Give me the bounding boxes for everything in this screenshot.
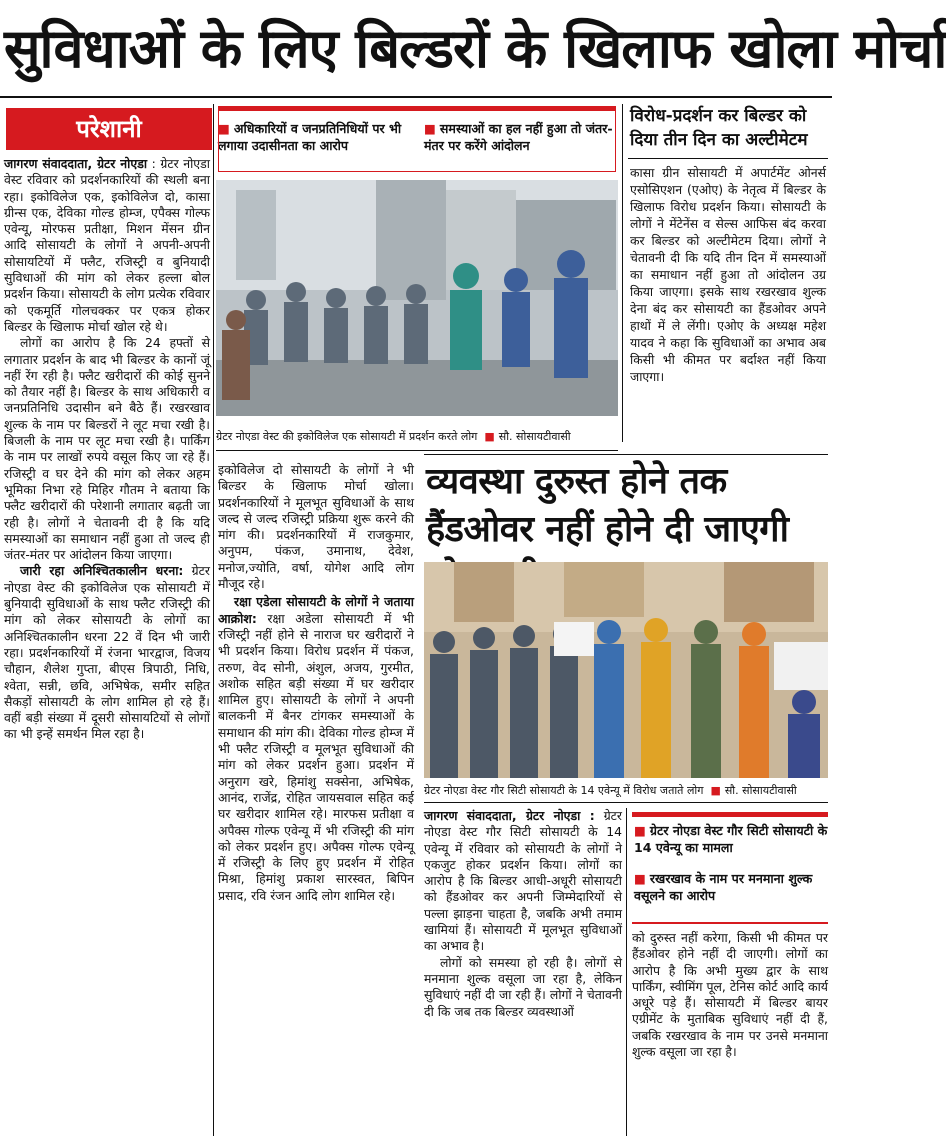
top-bullet-2: ■ समस्याओं का हल नहीं हुआ तो जंतर-मंतर पर करेंगे आंदोलन: [424, 121, 613, 153]
photo1-credit: सौ. सोसायटीवासी: [498, 430, 571, 443]
protest-photo-gaur-city: [424, 562, 828, 778]
story2-para-2: लोगों को समस्या हो रही है। लोगों से मनमाना शुल्क वसूला जा रहा है, लेकिन सुविधाएं नहीं दी जा रही हैं। लोगों ने चेतावनी दी कि जब तक बिल्डर व्यवस्थाओं: [424, 954, 622, 1019]
bullet-dot-icon: ■: [634, 871, 646, 886]
sidebar-rule: [628, 158, 828, 159]
story2-top-rule: [424, 454, 828, 455]
column-divider: [213, 104, 214, 1136]
sidebar-body: कासा ग्रीन सोसायटी में अपार्टमेंट ओनर्स एसोसिएशन (एओए) के नेतृत्व में बिल्डर के खिलाफ विरोध प्रदर्शन किया। सोसायटी के लोगों ने मेंटेनेंस व सेल्स आफिस बंद करवा कर बिल्डर को अल्टीमेटम दिया। लोगों ने चेतावनी दी कि यदि तीन दिन में समस्याओं का समाधान नहीं हुआ तो आंदोलन उग्र किया जाएगा। इसके साथ रखरखाव शुल्क देना बंद कर सोसायटी का हैंडओवर अपने हाथों में ले लेंगी। एओए के अध्यक्ष महेश यादव ने कहा कि सुविधाओं का अभाव अब किसी भी कीमत पर बर्दाश्त नहीं किया जाएगा।: [630, 165, 826, 384]
photo1-rule: [216, 450, 618, 451]
category-tag: परेशानी: [6, 108, 212, 150]
credit-dot-icon: ■: [484, 430, 495, 443]
bullet-dot-icon: ■: [634, 823, 646, 838]
story2-column-b: को दुरुस्त नहीं करेगा, किसी भी कीमत पर हैंडओवर होने नहीं दी जाएगी। लोगों का आरोप है कि अभी मुख्य द्वार के साथ पार्किंग, स्वीमिंग पूल, टेनिस कोर्ट आदि कार्य अधूरे पड़े हैं। सोसायटी में बिल्डर बायर एग्रीमेंट के मुताबिक सुविधाएं नहीं दी हैं, जबकि रखरखाव के नाम पर उनसे मनमाना शुल्क वसूला जा रहा है।: [632, 930, 828, 1060]
right-divider: [622, 104, 623, 442]
credit-dot-icon: ■: [710, 784, 721, 797]
protest-photo-image: [424, 562, 828, 778]
story2-divider: [626, 808, 627, 1136]
bullet-dot-icon: ■: [218, 121, 230, 136]
bullet-box: [218, 106, 616, 172]
photo1-caption: ग्रेटर नोएडा वेस्ट की इकोविलेज एक सोसायटी में प्रदर्शन करते लोग ■ सौ. सोसायटीवासी: [216, 430, 571, 443]
left-para-2: लोगों का आरोप है कि 24 हफ्तों से लगातार प्रदर्शन के बाद भी बिल्डर के कानों जूं नहीं रेंग रही है। फ्लैट खरीदारों की कोई सुनने को तैयार नहीं है। बिल्डर के साथ अधिकारी व जनप्रतिनिधि उदासीन बने बैठे हैं। रखरखाव शुल्क के नाम पर बिल्डरों ने लूट मचा रखी है। बिजली के नाम पर लूट मचा रखी है। पार्किंग के नाम पर लाखों रुपये वसूल किए जा रहे हैं। रजिस्ट्री व घर देने की मांग को लेकर अहम भूमिका निभा रहे मिहिर गौतम ने बताया कि फ्लैट खरीदारों की परेशानी लगातार बढ़ती जा रही है। लोगों ने चेतावनी दी है कि यदि समस्याओं का समाधान नहीं हुआ तो जल्द ही जंतर-मंतर पर आंदोलन किया जाएगा।: [4, 335, 210, 563]
photo2-rule: [424, 802, 828, 803]
mid-para-1: इकोविलेज दो सोसायटी के लोगों ने भी बिल्डर के खिलाफ मोर्चा खोला। प्रदर्शनकारियों ने मूलभूत सुविधाओं के साथ जल्द से जल्द रजिस्ट्री प्रक्रिया शुरू करने की मांग की। प्रदर्शनकारियों में राजकुमार, अनुपम, पंकज, उमानाथ, देवेश, मनोज,ज्योति, वर्षा, योगेश आदि लोग मौजूद रहे।: [218, 462, 414, 592]
bullet-dot-icon: ■: [424, 121, 436, 136]
left-subhead: जारी रहा अनिश्चितकालीन धरना:: [20, 563, 184, 579]
protest-photo-ecovillage: [216, 180, 618, 416]
left-para-1: : ग्रेटर नोएडा वेस्ट रविवार को प्रदर्शनकारियों की स्थली बना रहा। इकोविलेज एक, इकोविलेज दो, कासा ग्रीन्स एक, देविका गोल्ड होम्ज, एपैक्स गोल्फ एवेन्यू, मोरफस प्रतीक्षा, मिशन मेंसन ग्रीन आदि सोसायटी के लोगों ने अपनी-अपनी सोसायटियों में फ्लैट, रजिस्ट्री व बुनियादी सुविधाओं की मांग को लेकर हल्ला बोल प्रदर्शन किया। सोसायटी के लोग प्रत्येक रविवार को एकमूर्ति गोलचक्कर पर एकत्र होकर बिल्डर के खिलाफ मोर्चा खोल रहे थे।: [4, 156, 210, 334]
headline-rule: [0, 96, 832, 98]
protest-photo-image: [216, 180, 618, 416]
sidebar-headline: विरोध-प्रदर्शन कर बिल्डर को दिया तीन दिन का अल्टीमेटम: [630, 106, 808, 150]
story2-column-a: [424, 808, 622, 1136]
page-headline: सुविधाओं के लिए बिल्डरों के खिलाफ खोला मोर्चा: [4, 17, 946, 80]
top-bullet-1: ■ अधिकारियों व जनप्रतिनिधियों पर भी लगाया उदासीनता का आरोप: [218, 121, 402, 153]
story2-headline: व्यवस्था दुरुस्त होने तक हैंडओवर नहीं होने दी जाएगी: [426, 461, 789, 550]
left-para-3: ग्रेटर नोएडा वेस्ट की इकोविलेज एक सोसायटी में बुनियादी सुविधाओं के साथ फ्लैट रजिस्ट्री की मांग को लेकर सोसायटी के लोगों का अनिश्चितकालीन धरना 22 वें दिन भी जारी रहा। प्रदर्शनकारियों में रंजना भारद्वाज, विजय चौहान, शैलेश गुप्ता, बीएस त्रिपाठी, निधि, श्वेता, सन्नी, छवि, अभिषेक, समीर सहित सैकड़ों सोसायटी के लोग शामिल हो रहे हैं। वहीं बड़ी संख्या में दूसरी सोसायटियों से लोगों का भी इन्हें समर्थन मिल रहा है।: [4, 563, 210, 742]
middle-column: [218, 462, 414, 1136]
story2-bullet-2: ■ रखरखाव के नाम पर मनमाना शुल्क वसूलने का आरोप: [634, 871, 813, 903]
story2-bullet-1: ■ ग्रेटर नोएडा वेस्ट गौर सिटी सोसायटी के 14 एवेन्यू का मामला: [634, 823, 828, 855]
byline: जागरण संवाददाता, ग्रेटर नोएडा: [4, 156, 148, 171]
story2-byline: जागरण संवाददाता, ग्रेटर नोएडा :: [424, 808, 595, 823]
photo2-caption: ग्रेटर नोएडा वेस्ट गौर सिटी सोसायटी के 14 एवेन्यू में विरोध जताते लोग ■ सौ. सोसायटीवासी: [424, 784, 797, 797]
mid-para-2: रक्षा अडेला सोसायटी में भी रजिस्ट्री नहीं होने से नाराज घर खरीदारों ने भी प्रदर्शन किया। विरोध प्रदर्शन में पंकज, तरुण, वेद सोनी, अंशुल, अजय, गुरमीत, अशोक सहित बड़ी संख्या में घर खरीदार शामिल हुए। सोसायटी के लोगों ने अपनी बालकनी में बैनर टांगकर समस्याओं के समाधान की मांग की। देविका गोल्ड होम्ज में भी फ्लैट रजिस्ट्री व मूलभूत सुविधाओं की मांग को लेकर प्रदर्शन हुआ। प्रदर्शन में अनुराग खरे, हिमांशु सक्सेना, अभिषेक, आनंद, राजेंद्र, रोहित जायसवाल सहित कई घर खरीदार शामिल रहे। मारफस प्रतीक्षा व अपैक्स गोल्फ एवेन्यू में भी रजिस्ट्री की मांग को लेकर प्रदर्शन हुए। अपैक्स गोल्फ एवेन्यू में रजिस्ट्री के लिए हुए प्रदर्शन में रोहित मिश्रा, हिमांशु प्रकाश सारस्वत, बिपिन प्रसाद, रवि रंजन आदि लोग शामिल रहे।: [218, 610, 414, 903]
left-column: [4, 156, 210, 1136]
story2-para-1: ग्रेटर नोएडा वेस्ट गौर सिटी सोसायटी के 14 एवेन्यू में रविवार को सोसायटी के लोगों ने एकजुट होकर प्रदर्शन किया। लोगों का आरोप है कि बिल्डर आधी-अधूरी सोसायटी को हैंडओवर कर अपनी जिम्मेदारियों से पल्ला झाड़ना चाहता है, जबकि अभी तमाम खामियां हैं। सोसायटी में मूलभूत सुविधाओं का अभाव है।: [424, 808, 622, 954]
mid-subhead: रक्षा एडेला सोसायटी के लोगों ने जताया आक्रोश:: [218, 594, 414, 626]
photo2-credit: सौ. सोसायटीवासी: [724, 784, 797, 797]
